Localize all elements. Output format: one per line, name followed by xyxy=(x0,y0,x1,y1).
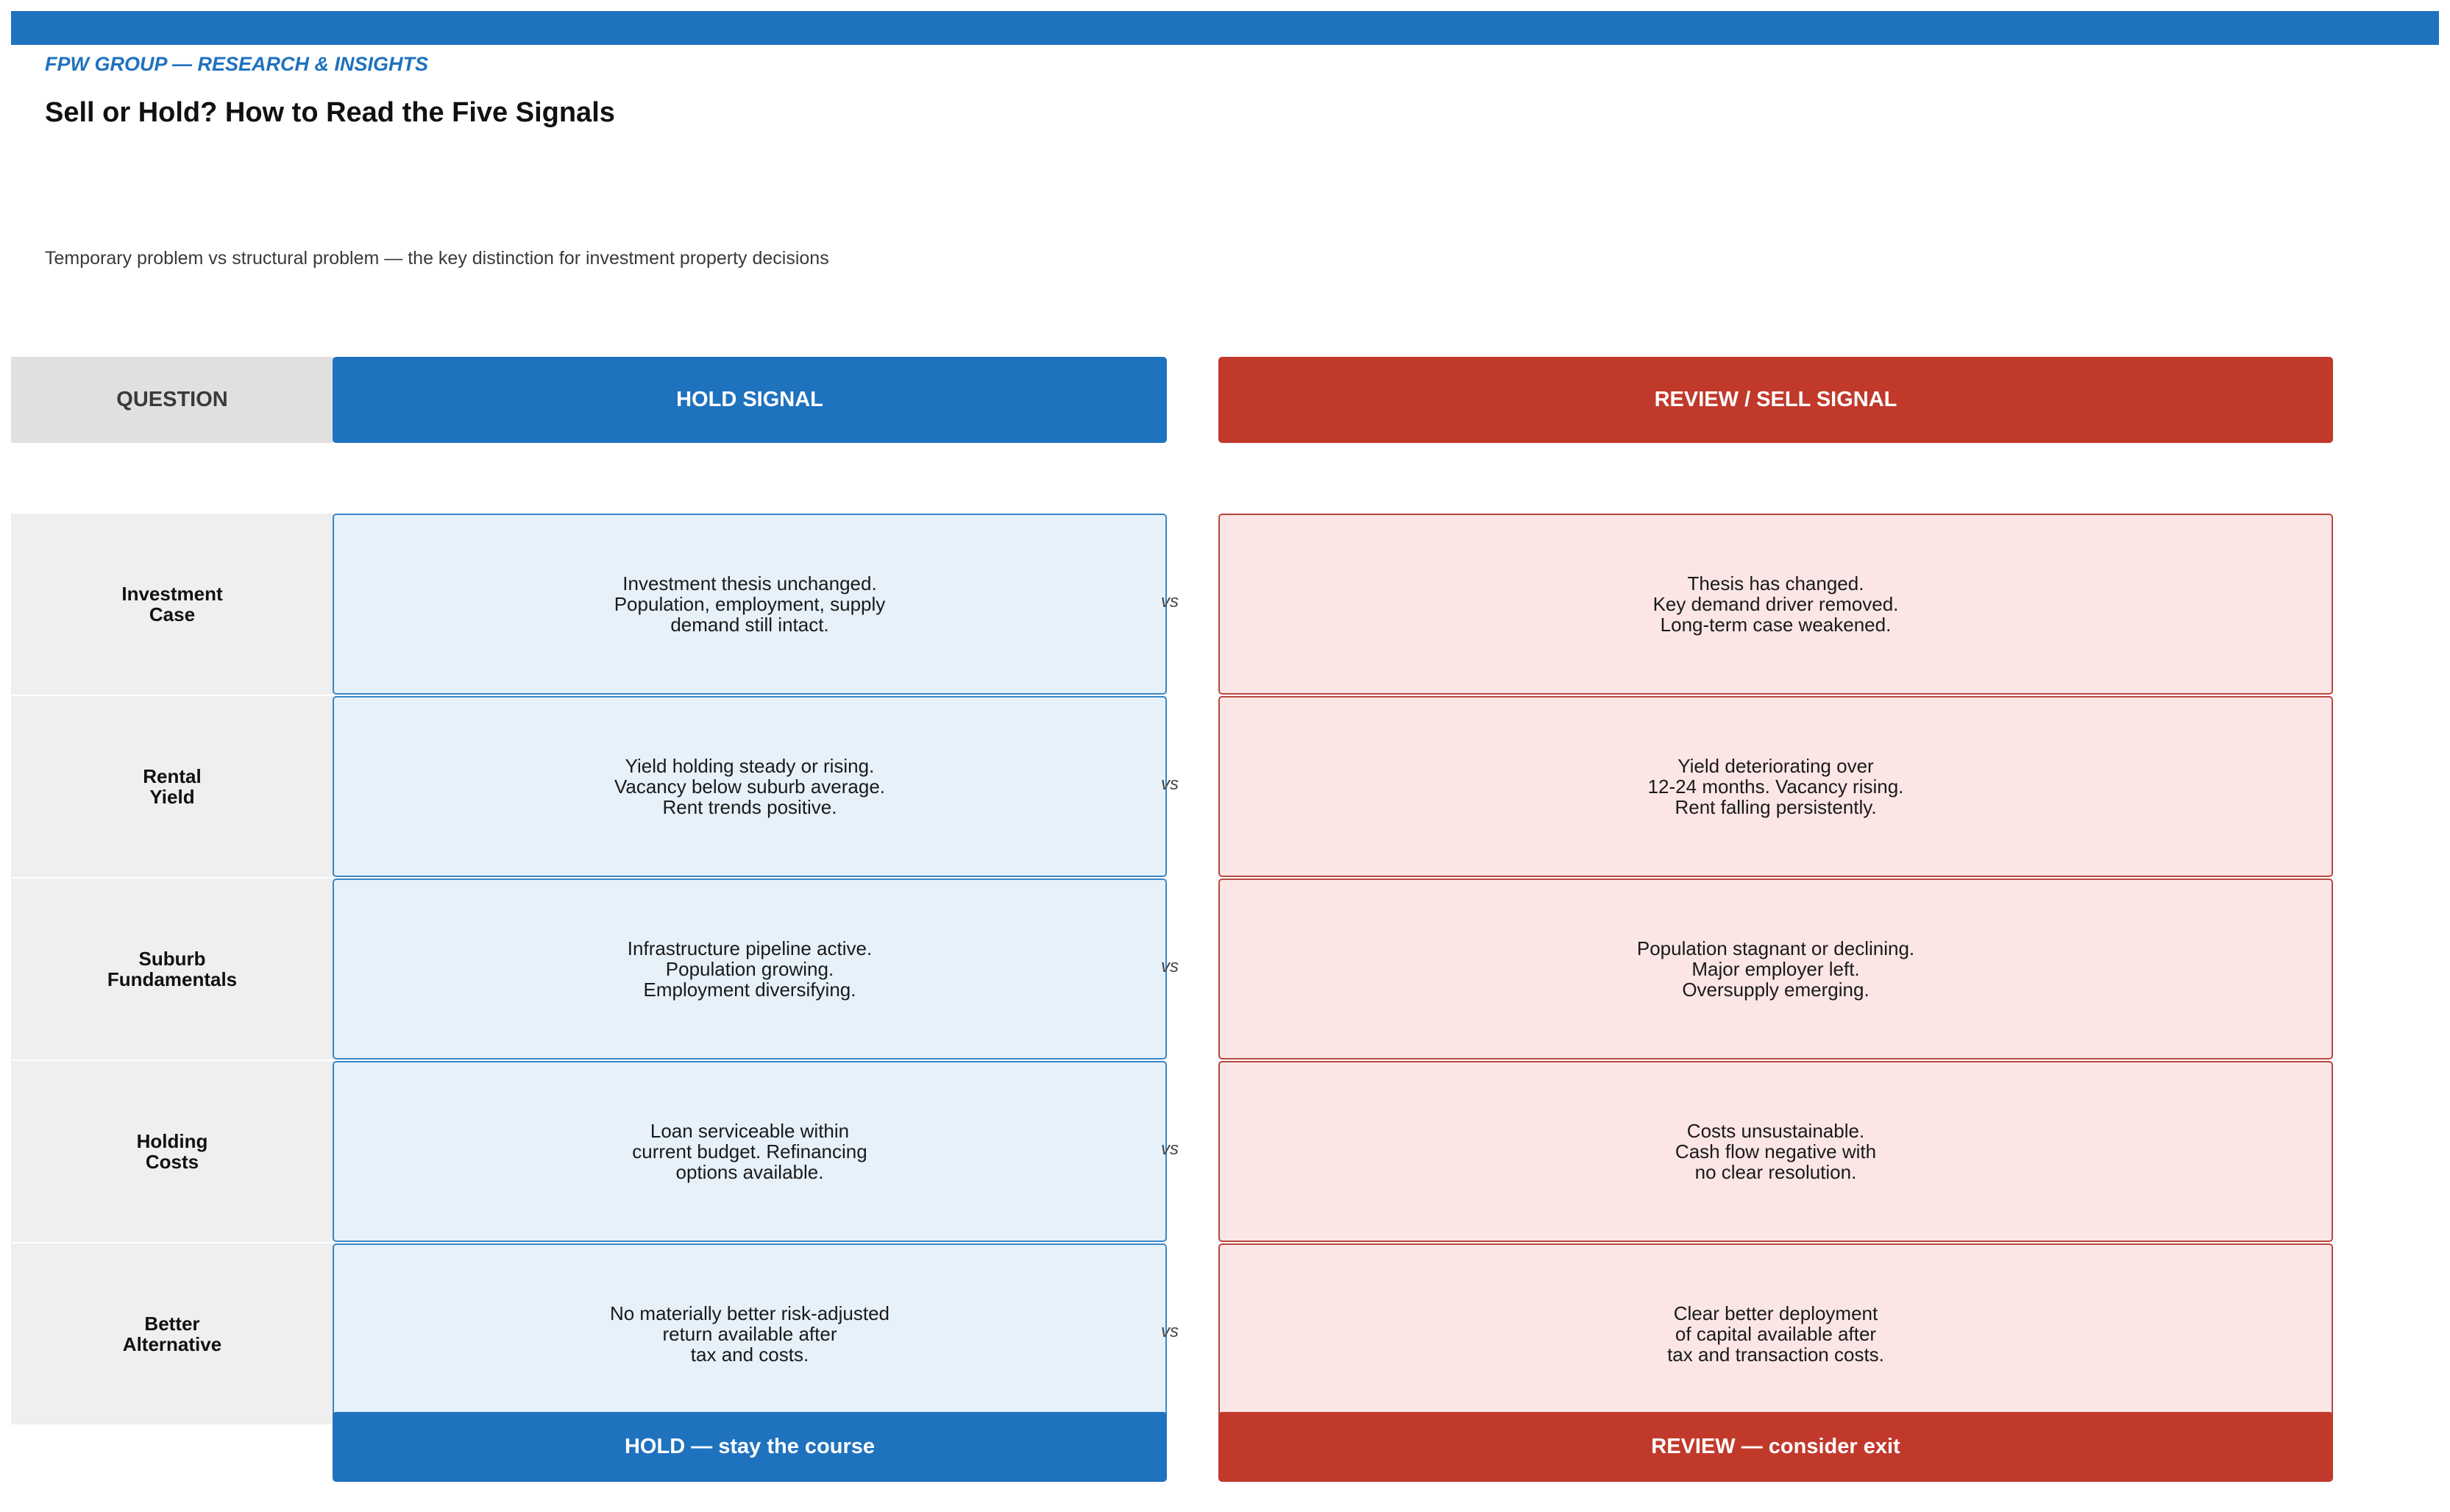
hold-card-investment-case: Investment thesis unchanged. Population, employment, supply demand still intact. xyxy=(333,514,1167,695)
vs-label: vs xyxy=(1161,592,1179,611)
sell-card-better-alternative: Clear better deployment of capital available after tax and transaction costs. xyxy=(1218,1243,2333,1424)
question-cell-holding-costs: Holding Costs xyxy=(11,1061,333,1242)
sell-card-investment-case: Thesis has changed. Key demand driver removed. Long-term case weakened. xyxy=(1218,514,2333,695)
question-cell-better-alternative: Better Alternative xyxy=(11,1243,333,1424)
question-cell-investment-case: Investment Case xyxy=(11,514,333,695)
vs-label: vs xyxy=(1161,1321,1179,1341)
page-subtitle: Temporary problem vs structural problem — the key distinction for investment property decisions xyxy=(45,248,829,269)
sell-card-suburb-fundamentals: Population stagnant or declining. Major employer left. Oversupply emerging. xyxy=(1218,879,2333,1060)
sell-card-holding-costs: Costs unsustainable. Cash flow negative with no clear resolution. xyxy=(1218,1061,2333,1242)
question-cell-rental-yield: Rental Yield xyxy=(11,696,333,877)
top-accent-bar xyxy=(11,11,2439,45)
hold-card-better-alternative: No materially better risk-adjusted return available after tax and costs. xyxy=(333,1243,1167,1424)
hold-card-suburb-fundamentals: Infrastructure pipeline active. Population growing. Employment diversifying. xyxy=(333,879,1167,1060)
sell-verdict-banner: REVIEW — consider exit xyxy=(1218,1412,2333,1482)
hold-card-holding-costs: Loan serviceable within current budget. Refinancing options available. xyxy=(333,1061,1167,1242)
vs-label: vs xyxy=(1161,774,1179,794)
column-header-question: QUESTION xyxy=(11,357,333,443)
page-title: Sell or Hold? How to Read the Five Signals xyxy=(45,97,615,128)
sell-card-rental-yield: Yield deteriorating over 12-24 months. Vacancy rising. Rent falling persistently. xyxy=(1218,696,2333,877)
brand-label: FPW GROUP — RESEARCH & INSIGHTS xyxy=(45,53,429,75)
hold-card-rental-yield: Yield holding steady or rising. Vacancy below suburb average. Rent trends positive. xyxy=(333,696,1167,877)
column-header-sell: REVIEW / SELL SIGNAL xyxy=(1218,357,2333,443)
vs-label: vs xyxy=(1161,956,1179,976)
vs-label: vs xyxy=(1161,1139,1179,1159)
column-header-hold: HOLD SIGNAL xyxy=(333,357,1167,443)
hold-verdict-banner: HOLD — stay the course xyxy=(333,1412,1167,1482)
question-cell-suburb-fundamentals: Suburb Fundamentals xyxy=(11,879,333,1060)
